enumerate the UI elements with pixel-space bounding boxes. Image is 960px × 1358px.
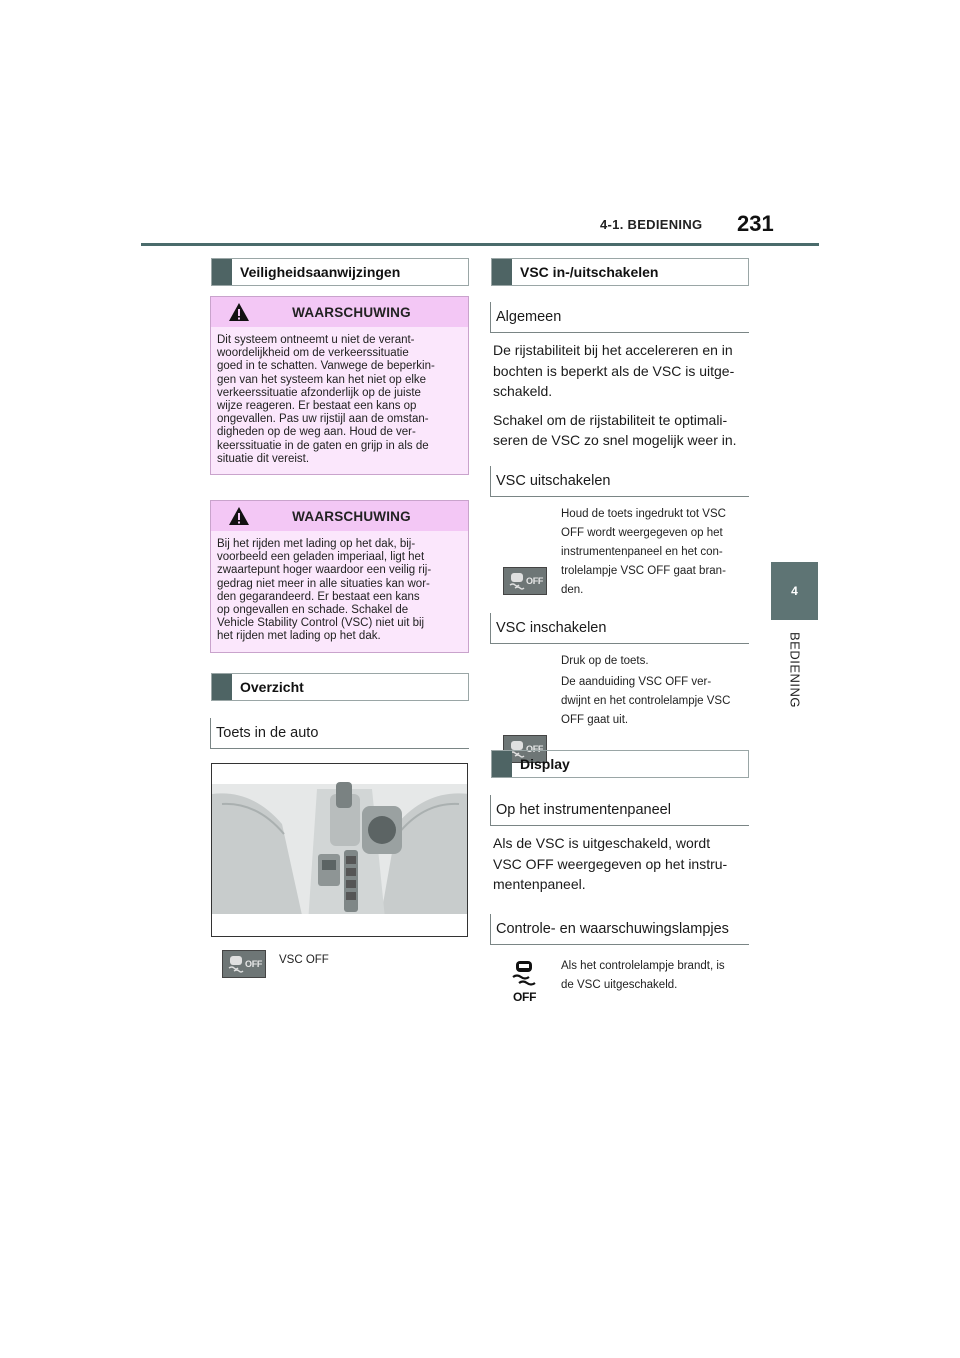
subheading-text: Algemeen xyxy=(496,309,562,325)
subheading-text: VSC inschakelen xyxy=(496,620,607,636)
warning-title: WAARSCHUWING xyxy=(292,304,411,320)
vsc-on-instructions xyxy=(561,673,751,730)
section-header-vsc-toggle xyxy=(491,258,749,286)
note-line: Als het controlelampje brandt, is xyxy=(561,960,725,972)
note-line: instrumentenpaneel en het con- xyxy=(561,546,723,558)
section-tab-marker xyxy=(212,259,232,285)
warning-triangle-icon xyxy=(228,302,250,322)
section-title: VSC in-/uitschakelen xyxy=(520,264,659,280)
warning-line: wijze reageren. Er bestaat een kans op xyxy=(217,400,417,413)
warning-line: op ongevallen en schade. Schakel de xyxy=(217,604,409,617)
chapter-side-label xyxy=(772,632,818,712)
warning-line: den gegarandeerd. Er bestaat een kans xyxy=(217,590,420,603)
general-paragraphs xyxy=(493,340,749,459)
note-line: de VSC uitgeschakeld. xyxy=(561,979,678,991)
vsc-off-lamp-label: OFF xyxy=(513,990,537,1004)
panel-paragraph xyxy=(493,833,749,895)
button-caption: VSC OFF xyxy=(279,954,329,966)
section-header-overview xyxy=(211,673,469,701)
warning-line: gedrag niet meer in alle situaties kan wor- xyxy=(217,577,430,590)
subheading-vsc-on xyxy=(490,613,749,644)
chapter-tab[interactable]: 4 xyxy=(771,562,818,620)
paragraph-line: Als de VSC is uitgeschakeld, wordt xyxy=(493,835,711,851)
paragraph-line: VSC OFF weergegeven op het instru- xyxy=(493,855,728,872)
skidding-car-icon xyxy=(509,572,525,590)
warning-line: Vehicle Stability Control (VSC) niet uit bij xyxy=(217,617,425,630)
page-number: 231 xyxy=(737,211,774,236)
note-line: den. xyxy=(561,584,584,596)
vsc-off-indicator-icon xyxy=(510,960,538,1004)
warning-line: woordelijkheid om de verkeerssituatie xyxy=(217,347,409,360)
vsc-off-icon-label: OFF xyxy=(245,959,263,969)
subheading-text: Controle- en waarschuwingslampjes xyxy=(496,921,729,937)
warning-body xyxy=(211,531,468,652)
section-title: Display xyxy=(520,756,570,772)
subheading-text: Toets in de auto xyxy=(216,725,319,741)
subheading-instrument-panel xyxy=(490,795,749,826)
note-line: De aanduiding VSC OFF ver- xyxy=(561,676,712,688)
subheading-general xyxy=(490,302,749,333)
section-tab-marker xyxy=(492,259,512,285)
warning-body xyxy=(211,327,468,474)
subheading-vsc-off xyxy=(490,466,749,497)
vsc-off-icon-label: OFF xyxy=(526,576,544,586)
warning-line: digheden op de weg aan. Houd de ver- xyxy=(217,426,416,439)
vsc-off-instructions xyxy=(561,505,751,600)
vsc-off-button-icon xyxy=(222,950,266,978)
warning-line: verkeerssituatie afzonderlijk op de juiste xyxy=(217,386,421,399)
section-header-display xyxy=(491,750,749,778)
section-title: Veiligheidsaanwijzingen xyxy=(240,264,401,280)
chapter-label-text: BEDIENING xyxy=(787,632,803,709)
warning-line: het rijden met lading op het dak. xyxy=(217,630,381,643)
running-header-section: 4-1. BEDIENING xyxy=(600,217,703,232)
note-line: dwijnt en het controlelampje VSC xyxy=(561,695,731,707)
subheading-text: Op het instrumentenpaneel xyxy=(496,802,671,818)
warning-line: goed in te schatten. Vanwege de beperkin- xyxy=(217,360,435,373)
subheading-text: VSC uitschakelen xyxy=(496,473,611,489)
lamp-description xyxy=(561,957,751,995)
skidding-car-icon xyxy=(228,955,244,973)
console-illustration xyxy=(212,764,468,937)
header-rule xyxy=(141,243,819,246)
warning-line: Dit systeem ontneemt u niet de verant- xyxy=(217,334,415,346)
note-line: OFF gaat uit. xyxy=(561,714,629,726)
center-console-photo xyxy=(211,763,468,937)
section-tab-marker xyxy=(492,751,512,777)
warning-line: zwaartepunt hoger waardoor een veilig rij- xyxy=(217,564,432,577)
warning-line: keerssituatie in de gaten en grijp in als de xyxy=(217,439,429,452)
warning-box-2 xyxy=(210,500,469,653)
paragraph: Schakel om de rijstabiliteit te optimali-seren de VSC zo snel mogelijk weer in. xyxy=(493,411,737,448)
warning-line: ongevallen. Pas uw rijstijl aan de omstan- xyxy=(217,413,429,426)
section-title: Overzicht xyxy=(240,679,304,695)
paragraph: De rijstabiliteit bij het accelereren en in bochten is beperkt als de VSC is uitge-schakeld. xyxy=(493,342,735,399)
warning-line: Bij het rijden met lading op het dak, bij- xyxy=(217,538,416,550)
warning-title: WAARSCHUWING xyxy=(292,508,411,524)
warning-line: gen van het systeem kan het niet op elke xyxy=(217,373,427,386)
warning-triangle-icon xyxy=(228,506,250,526)
vsc-off-button-icon xyxy=(503,567,547,595)
warning-line: voorbeeld een geladen imperiaal, ligt het xyxy=(217,551,425,564)
warning-line: situatie dit vereist. xyxy=(217,452,310,465)
subheading-button-in-car xyxy=(210,718,469,749)
subheading-warning-lamps xyxy=(490,914,749,945)
skidding-car-lamp-icon xyxy=(510,960,538,986)
vsc-on-step: Druk op de toets. xyxy=(561,655,649,667)
note-line: OFF wordt weergegeven op het xyxy=(561,527,723,539)
note-line: trolelampje VSC OFF gaat bran- xyxy=(561,565,726,577)
paragraph-line: mentenpaneel. xyxy=(493,876,586,892)
vsc-off-icon-label: OFF xyxy=(526,744,544,754)
note-line: Houd de toets ingedrukt tot VSC xyxy=(561,508,726,520)
warning-header xyxy=(211,501,468,531)
section-tab-marker xyxy=(212,674,232,700)
warning-box-1 xyxy=(210,296,469,475)
warning-header xyxy=(211,297,468,327)
section-header-safety xyxy=(211,258,469,286)
